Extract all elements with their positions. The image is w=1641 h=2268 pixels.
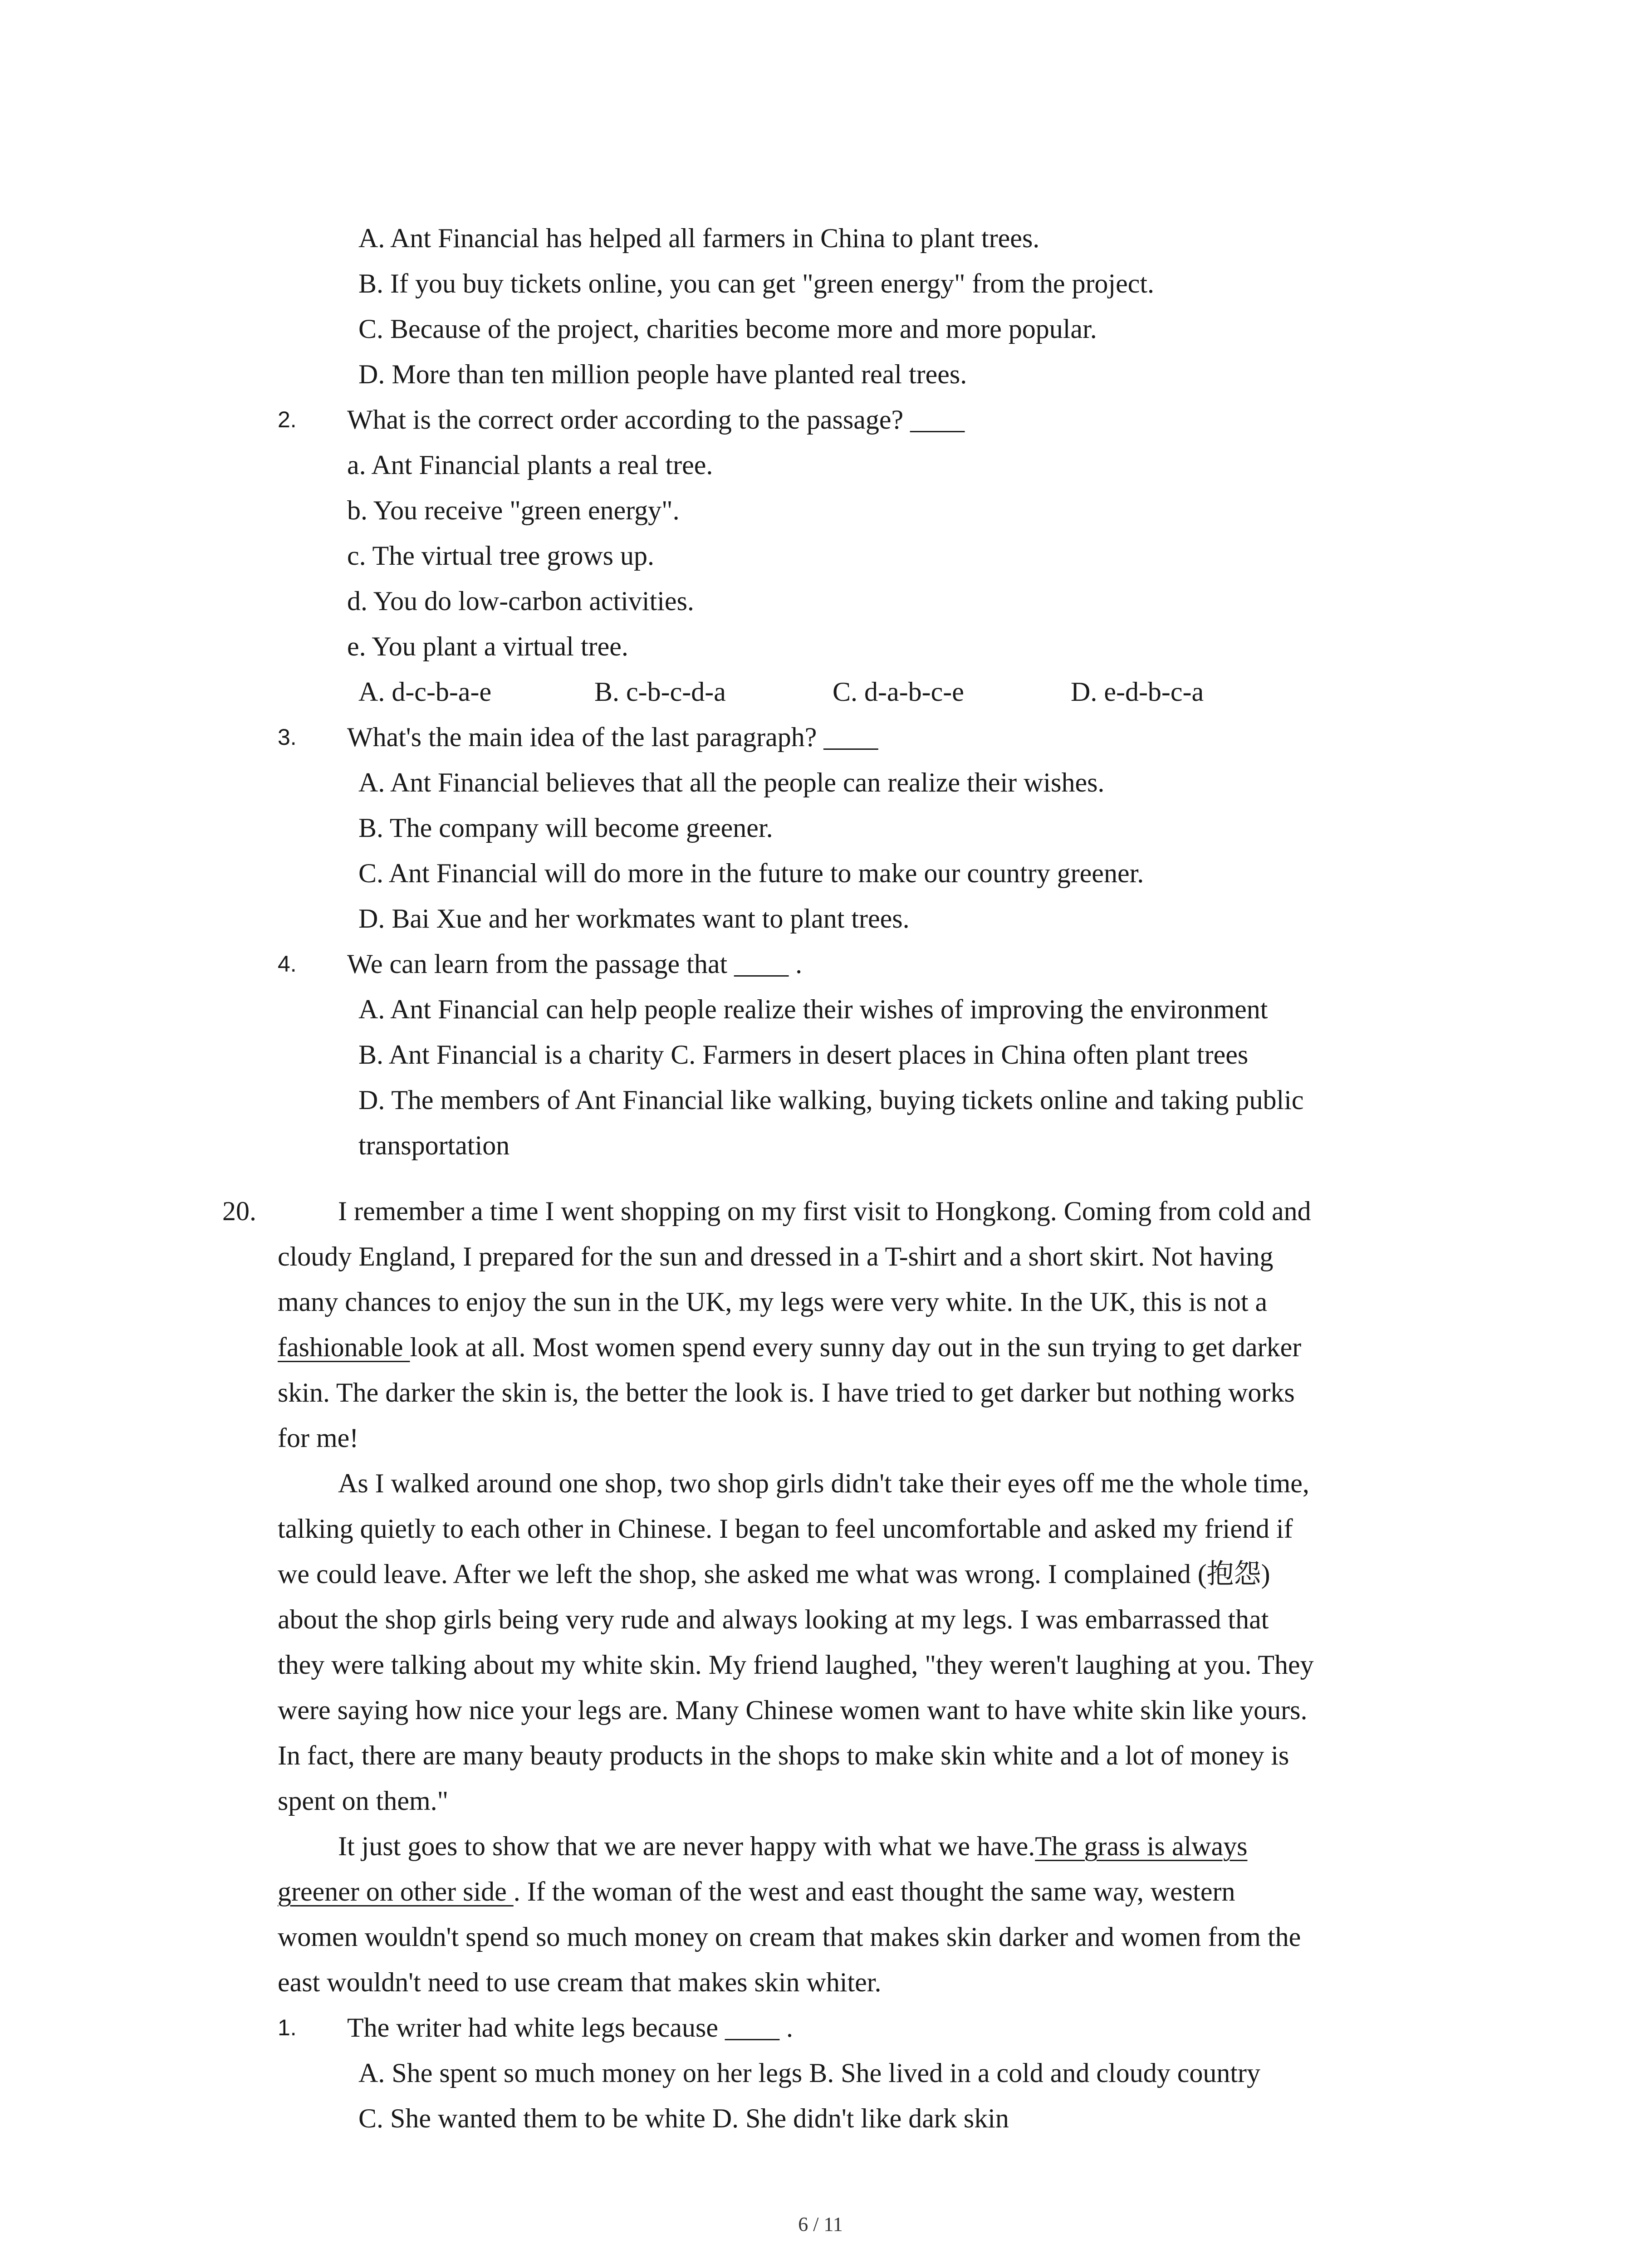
q19-2-option-a: A. d-c-b-a-e xyxy=(358,677,492,707)
passage-20-p2-line-4: about the shop girls being very rude and always looking at my legs. I was embarrassed that xyxy=(278,1604,1269,1634)
underlined-phrase-grass-greener-2: greener on other side xyxy=(278,1877,514,1906)
q19-1-option-b: B. If you buy tickets online, you can get "green energy" from the project. xyxy=(358,269,1155,298)
page-number: 6 / 11 xyxy=(798,2213,843,2235)
passage-20-p1-line-4-rest: look at all. Most women spend every sunny day out in the sun trying to get darker xyxy=(410,1332,1302,1362)
passage-20-p2-line-7: In fact, there are many beauty products in the shops to make skin white and a lot of money is xyxy=(278,1740,1289,1770)
q19-4-option-d-continued: transportation xyxy=(358,1130,510,1160)
passage-20-p2-line-1: As I walked around one shop, two shop girls didn't take their eyes off me the whole time, xyxy=(338,1468,1309,1498)
passage-20-p3-line-4: east wouldn't need to use cream that makes skin whiter. xyxy=(278,1967,882,1997)
q19-2-text: What is the correct order according to the passage? ____ xyxy=(347,405,965,435)
passage-20-p2-line-2: talking quietly to each other in Chinese. I began to feel uncomfortable and asked my friend if xyxy=(278,1514,1293,1544)
q19-2-item-c: c. The virtual tree grows up. xyxy=(347,541,655,571)
passage-20-p2-line-5: they were talking about my white skin. My friend laughed, "they weren't laughing at you. They xyxy=(278,1650,1314,1680)
passage-20-p3-line-3: women wouldn't spend so much money on cream that makes skin darker and women from the xyxy=(278,1922,1301,1952)
passage-20-p3-line-2 xyxy=(278,1869,1235,1914)
passage-20-p1-line-1: I remember a time I went shopping on my first visit to Hongkong. Coming from cold and xyxy=(338,1196,1311,1226)
q19-2-option-c: C. d-a-b-c-e xyxy=(833,677,964,707)
q19-3-option-a: A. Ant Financial believes that all the people can realize their wishes. xyxy=(358,767,1105,797)
q19-1-option-a: A. Ant Financial has helped all farmers in China to plant trees. xyxy=(358,223,1040,253)
q19-2-item-b: b. You receive "green energy". xyxy=(347,495,680,525)
q19-4-option-b-c: B. Ant Financial is a charity C. Farmers in desert places in China often plant trees xyxy=(358,1040,1249,1070)
q19-2-option-b: B. c-b-c-d-a xyxy=(594,677,726,707)
q19-2-item-d: d. You do low-carbon activities. xyxy=(347,586,694,616)
q19-4-text: We can learn from the passage that ____ . xyxy=(347,949,803,979)
passage-20-p2-line-8: spent on them." xyxy=(278,1786,449,1816)
passage-20-p3-line-1 xyxy=(338,1823,1247,1869)
passage-20-p1-line-5: skin. The darker the skin is, the better the look is. I have tried to get darker but nothing works xyxy=(278,1378,1295,1408)
q19-2-item-a: a. Ant Financial plants a real tree. xyxy=(347,450,713,480)
q19-3-option-b: B. The company will become greener. xyxy=(358,813,773,843)
q19-4-option-a: A. Ant Financial can help people realize their wishes of improving the environment xyxy=(358,994,1268,1024)
q19-2-number: 2. xyxy=(278,407,297,432)
q20-1-options-c-d: C. She wanted them to be white D. She didn't like dark skin xyxy=(358,2103,1009,2133)
q20-1-number: 1. xyxy=(278,2015,297,2040)
passage-20-number: 20. xyxy=(222,1196,256,1226)
passage-20-p1-line-6: for me! xyxy=(278,1423,359,1453)
q19-3-text: What's the main idea of the last paragraph? ____ xyxy=(347,722,878,752)
underlined-word-fashionable: fashionable xyxy=(278,1332,410,1362)
passage-20-p1-line-2: cloudy England, I prepared for the sun and dressed in a T-shirt and a short skirt. Not having xyxy=(278,1242,1274,1271)
q19-4-number: 4. xyxy=(278,951,297,977)
q19-2-option-d: D. e-d-b-c-a xyxy=(1071,677,1204,707)
q20-1-options-a-b: A. She spent so much money on her legs B. She lived in a cold and cloudy country xyxy=(358,2058,1260,2088)
passage-20-p3-line-2-rest: . If the woman of the west and east thought the same way, western xyxy=(513,1877,1235,1906)
q19-1-option-c: C. Because of the project, charities become more and more popular. xyxy=(358,314,1097,344)
passage-20-p1-line-3: many chances to enjoy the sun in the UK, my legs were very white. In the UK, this is not a xyxy=(278,1287,1268,1317)
passage-20-p2-line-6: were saying how nice your legs are. Many Chinese women want to have white skin like yours. xyxy=(278,1695,1308,1725)
q19-3-option-c: C. Ant Financial will do more in the future to make our country greener. xyxy=(358,858,1144,888)
underlined-phrase-grass-greener-1: The grass is always xyxy=(1035,1831,1248,1861)
passage-20-p3-line-1-text: It just goes to show that we are never happy with what we have. xyxy=(338,1831,1035,1861)
q19-4-option-d: D. The members of Ant Financial like walking, buying tickets online and taking public xyxy=(358,1085,1304,1115)
q20-1-text: The writer had white legs because ____ . xyxy=(347,2013,793,2043)
passage-20-p2-line-3: we could leave. After we left the shop, she asked me what was wrong. I complained (抱怨) xyxy=(278,1559,1270,1589)
q19-1-option-d: D. More than ten million people have planted real trees. xyxy=(358,359,967,389)
q19-2-item-e: e. You plant a virtual tree. xyxy=(347,631,628,661)
passage-20-p1-line-4 xyxy=(278,1325,1301,1370)
q19-3-option-d: D. Bai Xue and her workmates want to plant trees. xyxy=(358,904,910,934)
q19-3-number: 3. xyxy=(278,724,297,750)
